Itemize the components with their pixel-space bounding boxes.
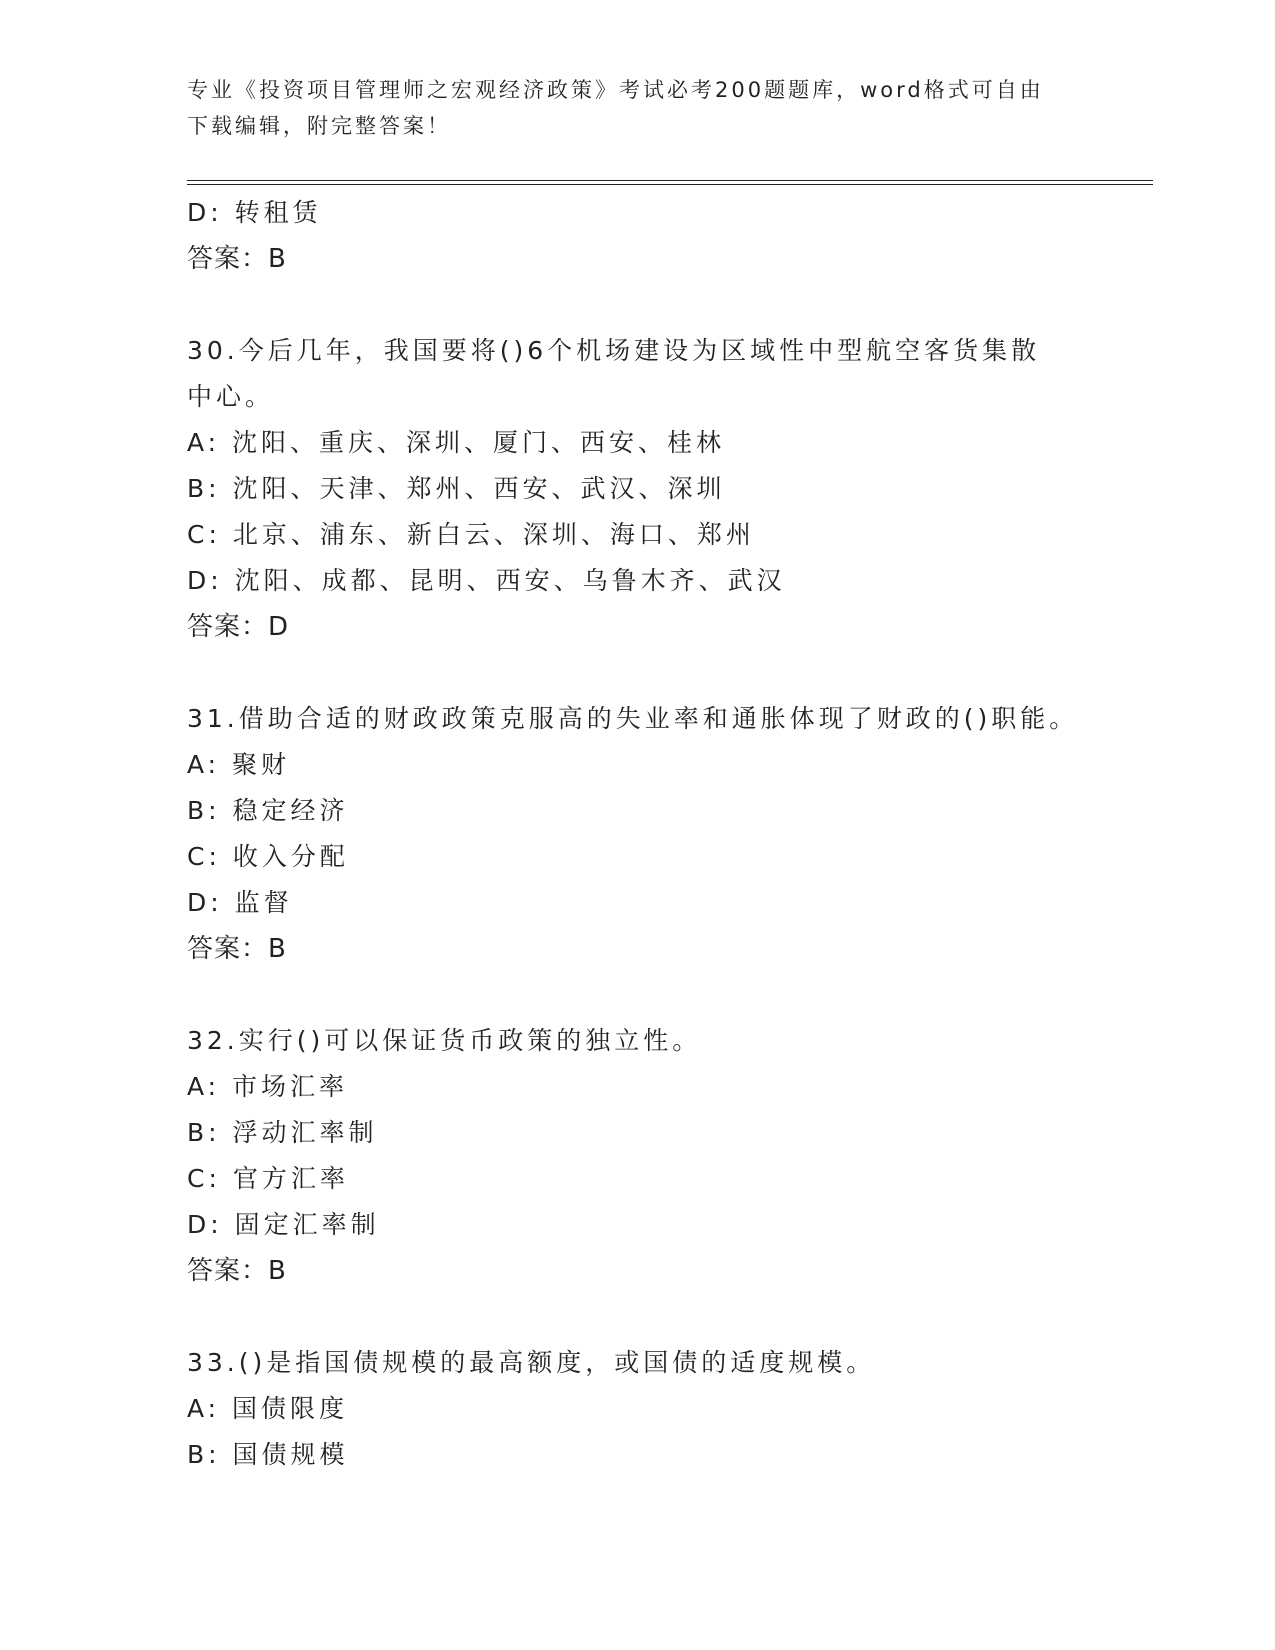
option-a: A: 聚财 [187,750,291,779]
question-stem: 31.借助合适的财政政策克服高的失业率和通胀体现了财政的()职能。 [187,704,1079,733]
option-c: C: 北京、浦东、新白云、深圳、海口、郑州 [187,520,755,549]
document-header: 专业《投资项目管理师之宏观经济政策》考试必考200题题库，word格式可自由下载编辑，附完整答案！ [187,78,1044,138]
option-b: B: 浮动汇率制 [187,1118,378,1147]
option-d: D: 固定汇率制 [187,1210,380,1239]
option-a: A: 国债限度 [187,1394,349,1423]
option-a: A: 市场汇率 [187,1072,349,1101]
answer-line: 答案：D [187,612,290,642]
option-d: D: 沈阳、成都、昆明、西安、乌鲁木齐、武汉 [187,566,786,595]
option-c: C: 收入分配 [187,842,349,871]
spacer [187,282,1087,328]
header-divider-top [187,180,1153,181]
option-b: B: 国债规模 [187,1440,349,1469]
option-b: B: 沈阳、天津、郑州、西安、武汉、深圳 [187,474,726,503]
question-33 [187,1340,1087,1478]
question-stem: 32.实行()可以保证货币政策的独立性。 [187,1026,702,1055]
question-stem: 33.()是指国债规模的最高额度，或国债的适度规模。 [187,1348,876,1377]
option-c: C: 官方汇率 [187,1164,349,1193]
question-stem: 30.今后几年，我国要将()6个机场建设为区域性中型航空客货集散中心。 [187,336,1041,411]
answer-line: 答案：B [187,244,287,274]
question-list [187,190,1087,1478]
option-b: B: 稳定经济 [187,796,349,825]
spacer [187,1294,1087,1340]
option-a: A: 沈阳、重庆、深圳、厦门、西安、桂林 [187,428,726,457]
spacer [187,650,1087,696]
question-31 [187,696,1087,972]
question-32 [187,1018,1087,1294]
spacer [187,972,1087,1018]
option-d: D: 监督 [187,888,293,917]
option-d: D: 转租赁 [187,198,322,227]
answer-line: 答案：B [187,934,287,964]
question-30 [187,328,1087,650]
answer-line: 答案：B [187,1256,287,1286]
header-divider-bottom [187,184,1153,185]
